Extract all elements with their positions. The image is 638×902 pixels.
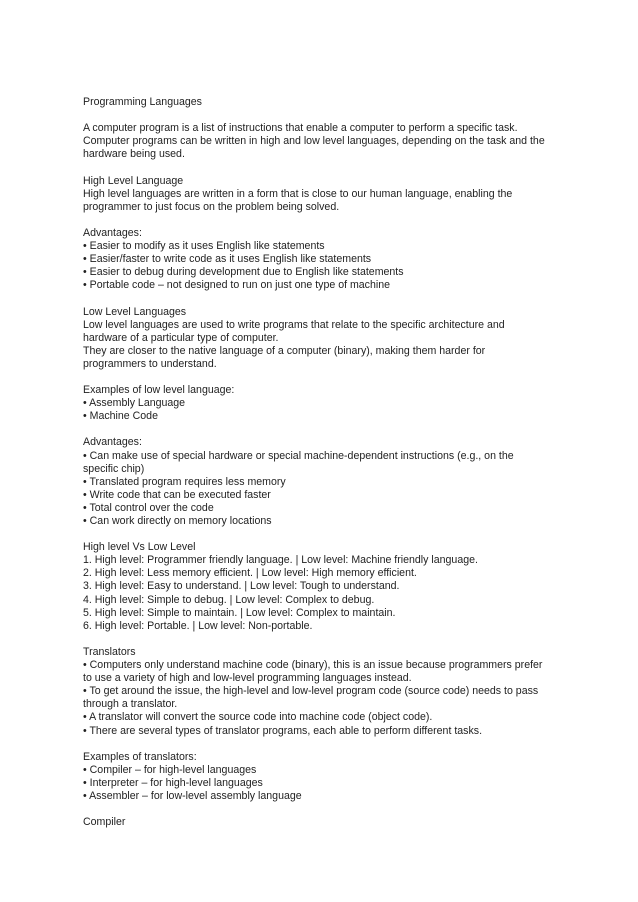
section-heading: High Level Language bbox=[83, 174, 184, 187]
section-heading: Examples of low level language: bbox=[83, 384, 235, 397]
list-item: • Easier to modify as it uses English like statements bbox=[83, 240, 325, 253]
list-item: 3. High level: Easy to understand. | Low level: Tough to understand. bbox=[83, 580, 400, 593]
document-title-block bbox=[83, 96, 563, 109]
section-heading: Compiler bbox=[83, 816, 126, 829]
list-item: • Portable code – not designed to run on just one type of machine bbox=[83, 279, 391, 292]
section-heading: High level Vs Low Level bbox=[83, 541, 196, 554]
translators-section bbox=[83, 646, 563, 738]
intro-paragraph bbox=[83, 122, 563, 161]
list-item: • Easier/faster to write code as it uses English like statements bbox=[83, 253, 372, 266]
document-page bbox=[83, 96, 563, 842]
compiler-section bbox=[83, 816, 563, 829]
section-heading: Examples of translators: bbox=[83, 750, 197, 763]
body-line: programmer to just focus on the problem being solved. bbox=[83, 200, 340, 213]
low-level-examples-section bbox=[83, 384, 563, 423]
intro-line: Computer programs can be written in high and low level languages, depending on the task and the bbox=[83, 135, 545, 148]
list-item: • Write code that can be executed faster bbox=[83, 488, 271, 501]
list-item: • Compiler – for high-level languages bbox=[83, 763, 257, 776]
low-level-advantages-section bbox=[83, 436, 563, 528]
body-line: Low level languages are used to write programs that relate to the specific architecture and bbox=[83, 318, 505, 331]
section-heading: Advantages: bbox=[83, 436, 142, 449]
translator-examples-section bbox=[83, 751, 563, 803]
high-level-advantages-section bbox=[83, 227, 563, 292]
intro-line: A computer program is a list of instructions that enable a computer to perform a specific task. bbox=[83, 122, 518, 135]
list-item: 5. High level: Simple to maintain. | Low level: Complex to maintain. bbox=[83, 606, 396, 619]
list-item: • Assembly Language bbox=[83, 397, 186, 410]
body-line: hardware of a particular type of computer. bbox=[83, 331, 279, 344]
list-item: • Interpreter – for high-level languages bbox=[83, 776, 263, 789]
list-item: • Assembler – for low-level assembly language bbox=[83, 789, 302, 802]
list-item: through a translator. bbox=[83, 698, 178, 711]
list-item: • To get around the issue, the high-level and low-level program code (source code) needs to pass bbox=[83, 685, 539, 698]
list-item: • Can make use of special hardware or special machine-dependent instructions (e.g., on the bbox=[83, 449, 514, 462]
list-item: specific chip) bbox=[83, 462, 145, 475]
list-item: • Easier to debug during development due to English like statements bbox=[83, 266, 404, 279]
list-item: 4. High level: Simple to debug. | Low level: Complex to debug. bbox=[83, 593, 375, 606]
low-level-section bbox=[83, 306, 563, 371]
body-line: They are closer to the native language of a computer (binary), making them harder for bbox=[83, 344, 486, 357]
list-item: • Machine Code bbox=[83, 410, 158, 423]
list-item: 2. High level: Less memory efficient. | Low level: High memory efficient. bbox=[83, 567, 417, 580]
section-heading: Low Level Languages bbox=[83, 305, 187, 318]
list-item: • There are several types of translator programs, each able to perform different tasks. bbox=[83, 724, 483, 737]
comparison-section bbox=[83, 541, 563, 633]
list-item: 1. High level: Programmer friendly language. | Low level: Machine friendly language. bbox=[83, 554, 478, 567]
list-item: • Total control over the code bbox=[83, 501, 214, 514]
document-title: Programming Languages bbox=[83, 96, 202, 108]
section-heading: Advantages: bbox=[83, 226, 142, 239]
list-item: to use a variety of high and low-level programming languages instead. bbox=[83, 672, 412, 685]
section-heading: Translators bbox=[83, 645, 136, 658]
list-item: • Can work directly on memory locations bbox=[83, 515, 272, 527]
list-item: • Computers only understand machine code (binary), this is an issue because programmers prefer bbox=[83, 659, 543, 672]
list-item: 6. High level: Portable. | Low level: Non-portable. bbox=[83, 619, 313, 632]
list-item: • A translator will convert the source code into machine code (object code). bbox=[83, 711, 433, 724]
high-level-section bbox=[83, 175, 563, 214]
intro-line: hardware being used. bbox=[83, 148, 185, 161]
list-item: • Translated program requires less memory bbox=[83, 475, 286, 488]
body-line: High level languages are written in a form that is close to our human language, enabling the bbox=[83, 187, 513, 200]
body-line: programmers to understand. bbox=[83, 357, 217, 370]
